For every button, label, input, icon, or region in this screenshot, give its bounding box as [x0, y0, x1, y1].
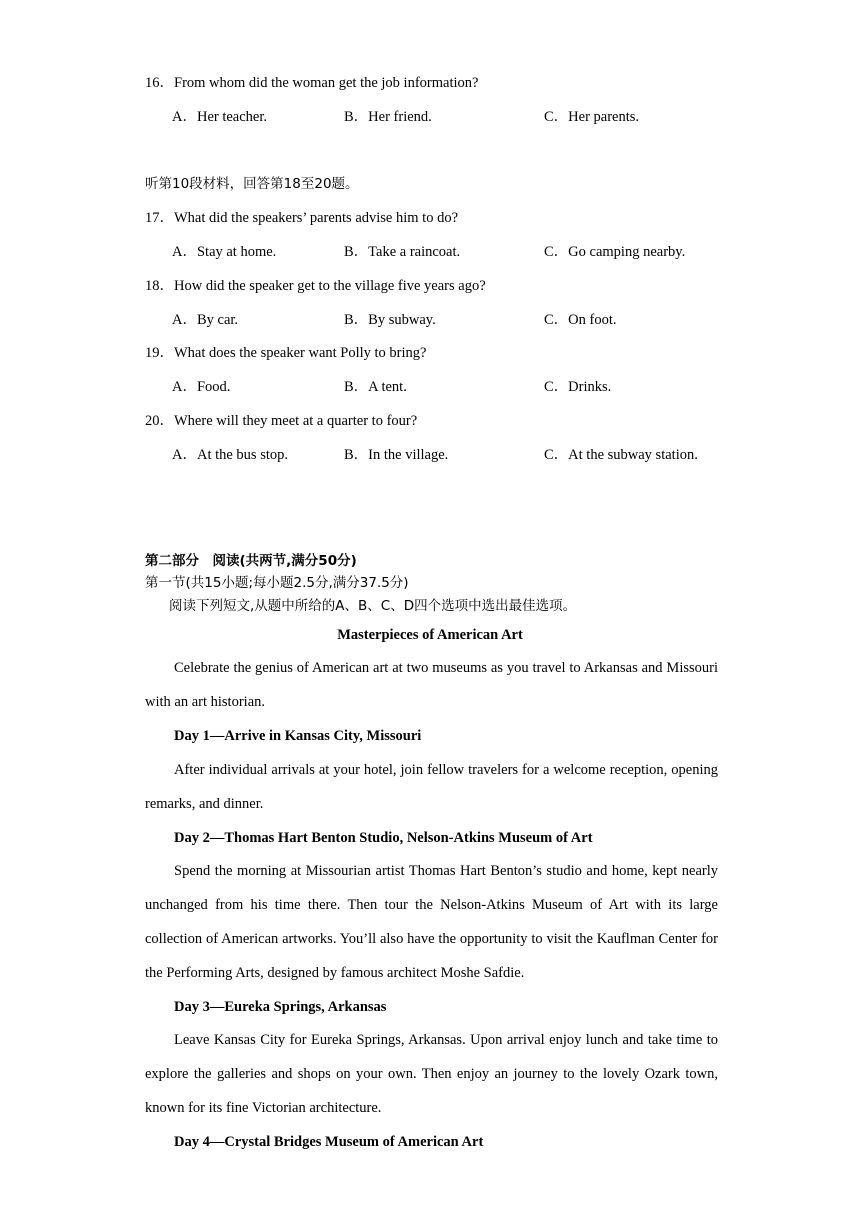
q18-option-a: A．By car. — [172, 312, 239, 328]
question-16: 16．From whom did the woman get the job information? — [145, 75, 479, 91]
q18-option-b: B．By subway. — [344, 312, 436, 328]
question-17: 17．What did the speakers’ parents advise him to do? — [145, 210, 459, 226]
day3-text: Leave Kansas City for Eureka Springs, Arkansas. Upon arrival enjoy lunch and take time to explore the galleries and shops on your own. Then enjoy an journey to the lovely Ozark town, known for its fine Victorian architecture. — [145, 1032, 718, 1116]
question-19: 19．What does the speaker want Polly to bring? — [145, 345, 427, 361]
q17-option-c: C．Go camping nearby. — [544, 244, 686, 260]
question-18: 18．How did the speaker get to the village five years ago? — [145, 278, 486, 294]
q19-option-b: B．A tent. — [344, 379, 407, 395]
article-intro: Celebrate the genius of American art at two museums as you travel to Arkansas and Missouri with an art historian. — [145, 660, 718, 710]
day1-heading: Day 1—Arrive in Kansas City, Missouri — [174, 728, 422, 744]
q16-option-a: A．Her teacher. — [172, 109, 268, 125]
q20-option-c: C．At the subway station. — [544, 447, 698, 463]
day1-text: After individual arrivals at your hotel, join fellow travelers for a welcome reception, opening remarks, and dinner. — [145, 762, 718, 812]
part2-heading: 第二部分 阅读(共两节,满分50分) — [145, 553, 357, 569]
reading-directions: 阅读下列短文,从题中所给的A、B、C、D四个选项中选出最佳选项。 — [169, 598, 577, 614]
question-20: 20．Where will they meet at a quarter to four? — [145, 413, 418, 429]
q17-option-b: B．Take a raincoat. — [344, 244, 461, 260]
q16-option-c: C．Her parents. — [544, 109, 640, 125]
listening-instruction: 听第10段材料，回答第18至20题。 — [145, 176, 359, 192]
q19-option-a: A．Food. — [172, 379, 231, 395]
q17-option-a: A．Stay at home. — [172, 244, 277, 260]
q20-option-b: B．In the village. — [344, 447, 449, 463]
section1-heading: 第一节(共15小题;每小题2.5分,满分37.5分) — [145, 575, 409, 591]
q20-option-a: A．At the bus stop. — [172, 447, 288, 463]
q19-option-c: C．Drinks. — [544, 379, 612, 395]
q16-option-b: B．Her friend. — [344, 109, 432, 125]
day2-heading: Day 2—Thomas Hart Benton Studio, Nelson-Atkins Museum of Art — [174, 830, 593, 846]
article-title: Masterpieces of American Art — [337, 627, 523, 643]
day3-heading: Day 3—Eureka Springs, Arkansas — [174, 999, 387, 1015]
day2-text: Spend the morning at Missourian artist Thomas Hart Benton’s studio and home, kept nearly unchanged from his time there. Then tour the Nelson-Atkins Museum of Art with its large collection of American artworks. You’ll also have the opportunity to visit the Kauflman Center for the Performing Arts, designed by famous architect Moshe Safdie. — [145, 863, 718, 981]
q18-option-c: C．On foot. — [544, 312, 617, 328]
day4-heading: Day 4—Crystal Bridges Museum of American Art — [174, 1134, 484, 1150]
